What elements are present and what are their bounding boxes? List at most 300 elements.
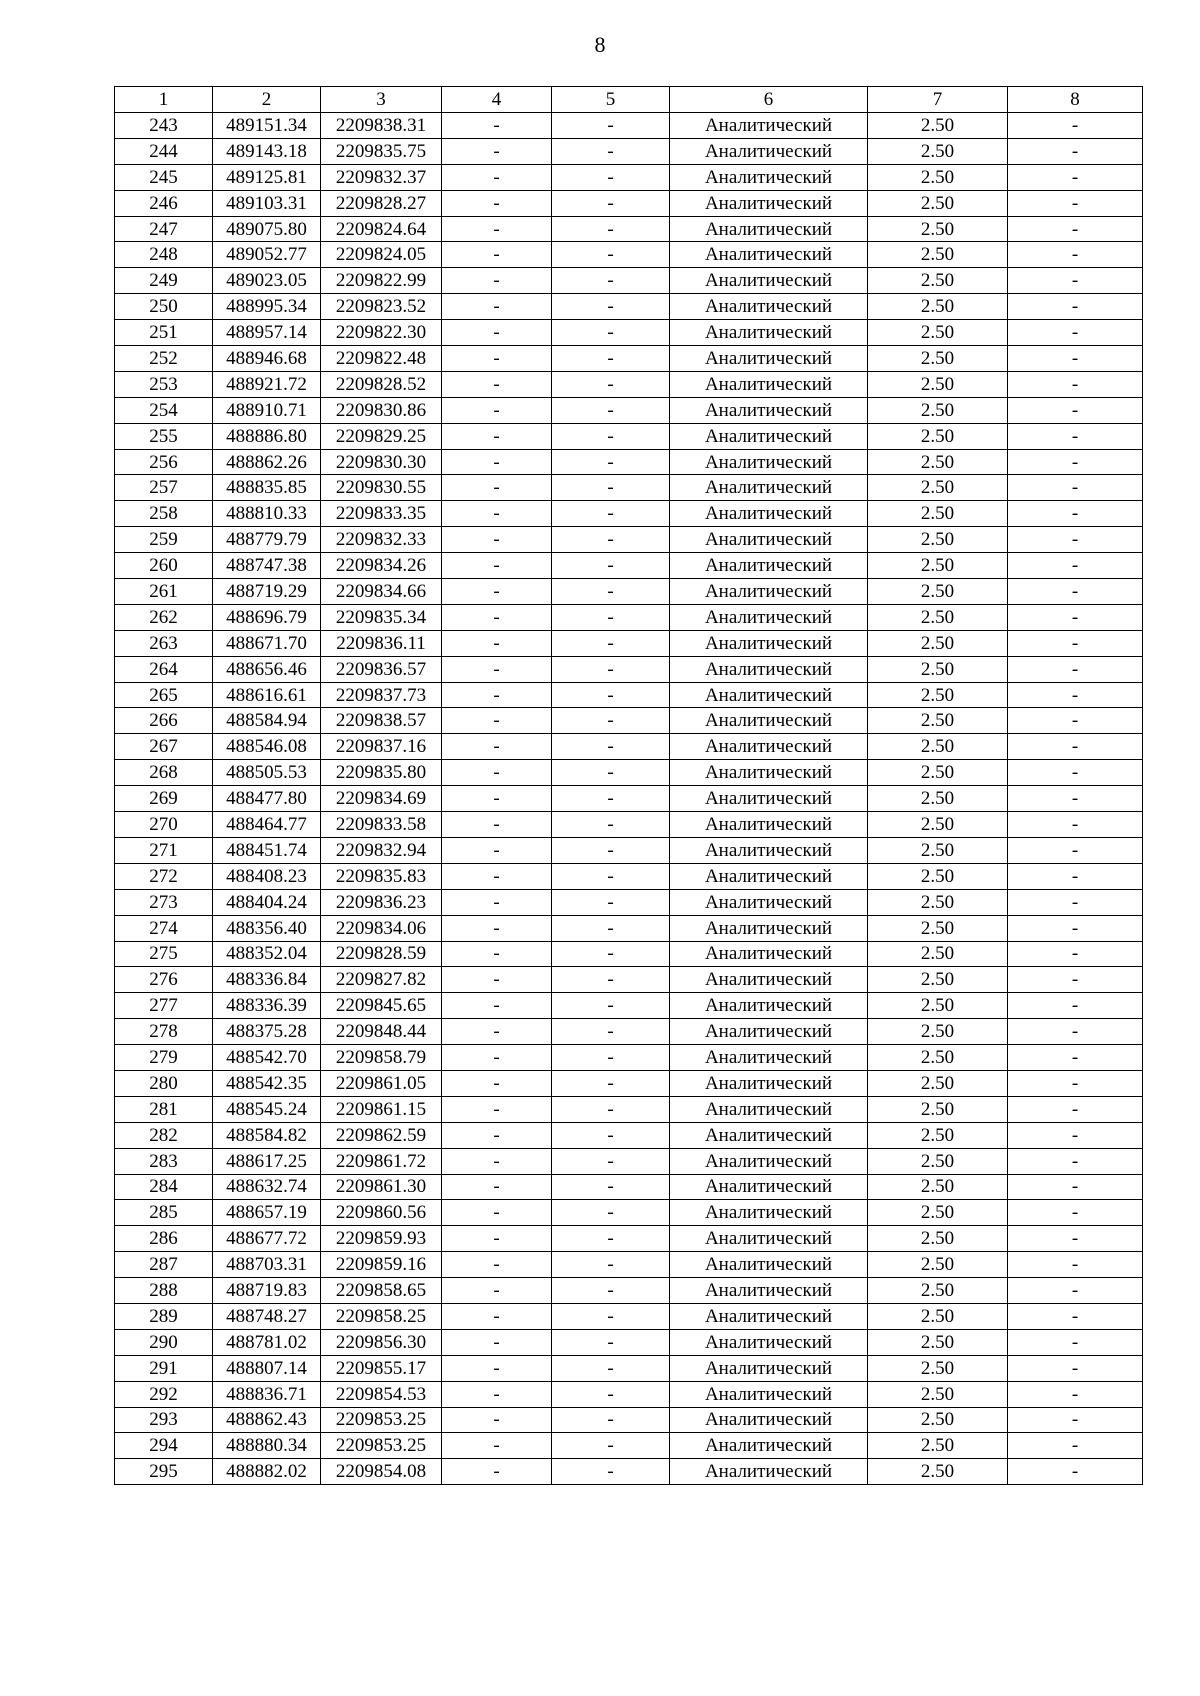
table-cell-col-8: - xyxy=(1008,1019,1143,1045)
table-row xyxy=(115,138,1143,164)
table-cell-col-y: 2209858.65 xyxy=(321,1278,442,1304)
table-cell-col-8: - xyxy=(1008,1122,1143,1148)
table-cell-col-accuracy: 2.50 xyxy=(868,294,1008,320)
table-cell-col-accuracy: 2.50 xyxy=(868,113,1008,139)
table-cell-col-y: 2209822.30 xyxy=(321,320,442,346)
table-cell-col-number: 267 xyxy=(115,734,213,760)
table-cell-col-method: Аналитический xyxy=(670,294,868,320)
table-cell-col-method: Аналитический xyxy=(670,242,868,268)
table-cell-col-5: - xyxy=(552,1174,670,1200)
table-cell-col-4: - xyxy=(442,449,552,475)
table-row xyxy=(115,294,1143,320)
table-cell-col-method: Аналитический xyxy=(670,1148,868,1174)
table-cell-col-number: 244 xyxy=(115,138,213,164)
table-cell-col-4: - xyxy=(442,423,552,449)
table-row xyxy=(115,1303,1143,1329)
table-cell-col-accuracy: 2.50 xyxy=(868,1381,1008,1407)
table-cell-col-accuracy: 2.50 xyxy=(868,449,1008,475)
table-cell-col-y: 2209854.53 xyxy=(321,1381,442,1407)
table-cell-col-method: Аналитический xyxy=(670,579,868,605)
table-cell-col-accuracy: 2.50 xyxy=(868,889,1008,915)
table-cell-col-x: 488356.40 xyxy=(213,915,321,941)
table-cell-col-5: - xyxy=(552,1278,670,1304)
table-cell-col-number: 292 xyxy=(115,1381,213,1407)
table-cell-col-method: Аналитический xyxy=(670,708,868,734)
table-row xyxy=(115,1045,1143,1071)
table-cell-col-4: - xyxy=(442,889,552,915)
header-cell-col-method: 6 xyxy=(670,87,868,113)
table-cell-col-x: 488656.46 xyxy=(213,656,321,682)
table-cell-col-number: 259 xyxy=(115,527,213,553)
table-row xyxy=(115,1433,1143,1459)
table-cell-col-8: - xyxy=(1008,423,1143,449)
table-cell-col-8: - xyxy=(1008,630,1143,656)
table-cell-col-number: 255 xyxy=(115,423,213,449)
table-row xyxy=(115,371,1143,397)
table-cell-col-method: Аналитический xyxy=(670,630,868,656)
table-cell-col-x: 488464.77 xyxy=(213,812,321,838)
table-cell-col-method: Аналитический xyxy=(670,993,868,1019)
table-cell-col-method: Аналитический xyxy=(670,190,868,216)
table-cell-col-method: Аналитический xyxy=(670,1226,868,1252)
table-cell-col-4: - xyxy=(442,1381,552,1407)
table-cell-col-5: - xyxy=(552,1070,670,1096)
table-cell-col-8: - xyxy=(1008,1433,1143,1459)
table-cell-col-accuracy: 2.50 xyxy=(868,630,1008,656)
table-cell-col-4: - xyxy=(442,760,552,786)
table-row xyxy=(115,734,1143,760)
table-cell-col-number: 251 xyxy=(115,320,213,346)
table-cell-col-8: - xyxy=(1008,579,1143,605)
table-cell-col-8: - xyxy=(1008,113,1143,139)
header-cell-col-accuracy: 7 xyxy=(868,87,1008,113)
table-row xyxy=(115,760,1143,786)
table-cell-col-8: - xyxy=(1008,320,1143,346)
table-cell-col-8: - xyxy=(1008,786,1143,812)
table-cell-col-5: - xyxy=(552,1122,670,1148)
table-cell-col-method: Аналитический xyxy=(670,371,868,397)
table-cell-col-y: 2209836.23 xyxy=(321,889,442,915)
table-cell-col-5: - xyxy=(552,501,670,527)
table-cell-col-method: Аналитический xyxy=(670,915,868,941)
table-cell-col-number: 264 xyxy=(115,656,213,682)
table-cell-col-method: Аналитический xyxy=(670,1381,868,1407)
table-cell-col-x: 488375.28 xyxy=(213,1019,321,1045)
table-cell-col-y: 2209834.66 xyxy=(321,579,442,605)
table-cell-col-y: 2209838.31 xyxy=(321,113,442,139)
table-cell-col-accuracy: 2.50 xyxy=(868,734,1008,760)
table-cell-col-4: - xyxy=(442,501,552,527)
table-cell-col-accuracy: 2.50 xyxy=(868,1148,1008,1174)
table-cell-col-5: - xyxy=(552,475,670,501)
table-cell-col-5: - xyxy=(552,346,670,372)
table-cell-col-5: - xyxy=(552,164,670,190)
table-cell-col-number: 289 xyxy=(115,1303,213,1329)
table-cell-col-method: Аналитический xyxy=(670,837,868,863)
table-row xyxy=(115,1278,1143,1304)
table-cell-col-8: - xyxy=(1008,1278,1143,1304)
table-cell-col-y: 2209836.11 xyxy=(321,630,442,656)
table-cell-col-5: - xyxy=(552,863,670,889)
table-cell-col-method: Аналитический xyxy=(670,397,868,423)
table-cell-col-number: 285 xyxy=(115,1200,213,1226)
table-cell-col-4: - xyxy=(442,656,552,682)
table-cell-col-5: - xyxy=(552,812,670,838)
table-cell-col-method: Аналитический xyxy=(670,346,868,372)
table-cell-col-8: - xyxy=(1008,294,1143,320)
table-cell-col-x: 488747.38 xyxy=(213,553,321,579)
table-row xyxy=(115,553,1143,579)
table-cell-col-5: - xyxy=(552,371,670,397)
table-cell-col-5: - xyxy=(552,1329,670,1355)
table-cell-col-number: 284 xyxy=(115,1174,213,1200)
table-cell-col-8: - xyxy=(1008,656,1143,682)
table-cell-col-x: 488545.24 xyxy=(213,1096,321,1122)
table-cell-col-number: 272 xyxy=(115,863,213,889)
table-cell-col-x: 488781.02 xyxy=(213,1329,321,1355)
table-cell-col-y: 2209859.16 xyxy=(321,1252,442,1278)
table-cell-col-5: - xyxy=(552,423,670,449)
table-cell-col-4: - xyxy=(442,1278,552,1304)
table-row xyxy=(115,656,1143,682)
table-cell-col-x: 488807.14 xyxy=(213,1355,321,1381)
table-cell-col-accuracy: 2.50 xyxy=(868,1096,1008,1122)
table-cell-col-5: - xyxy=(552,449,670,475)
table-cell-col-accuracy: 2.50 xyxy=(868,682,1008,708)
table-cell-col-8: - xyxy=(1008,501,1143,527)
table-cell-col-method: Аналитический xyxy=(670,268,868,294)
table-row xyxy=(115,889,1143,915)
table-cell-col-4: - xyxy=(442,1122,552,1148)
table-cell-col-x: 488352.04 xyxy=(213,941,321,967)
table-cell-col-number: 250 xyxy=(115,294,213,320)
table-cell-col-accuracy: 2.50 xyxy=(868,346,1008,372)
table-cell-col-8: - xyxy=(1008,812,1143,838)
table-cell-col-y: 2209837.16 xyxy=(321,734,442,760)
table-cell-col-4: - xyxy=(442,1459,552,1485)
table-row xyxy=(115,397,1143,423)
table-cell-col-8: - xyxy=(1008,1381,1143,1407)
table-cell-col-x: 489143.18 xyxy=(213,138,321,164)
table-cell-col-5: - xyxy=(552,656,670,682)
table-cell-col-method: Аналитический xyxy=(670,863,868,889)
table-cell-col-y: 2209859.93 xyxy=(321,1226,442,1252)
table-cell-col-x: 488810.33 xyxy=(213,501,321,527)
table-cell-col-number: 280 xyxy=(115,1070,213,1096)
table-row xyxy=(115,708,1143,734)
table-cell-col-x: 488779.79 xyxy=(213,527,321,553)
table-cell-col-number: 245 xyxy=(115,164,213,190)
table-cell-col-method: Аналитический xyxy=(670,682,868,708)
table-cell-col-number: 256 xyxy=(115,449,213,475)
table-cell-col-8: - xyxy=(1008,449,1143,475)
table-cell-col-method: Аналитический xyxy=(670,967,868,993)
table-cell-col-y: 2209824.64 xyxy=(321,216,442,242)
table-cell-col-method: Аналитический xyxy=(670,1459,868,1485)
table-cell-col-accuracy: 2.50 xyxy=(868,423,1008,449)
table-cell-col-x: 488336.39 xyxy=(213,993,321,1019)
table-cell-col-x: 488404.24 xyxy=(213,889,321,915)
table-cell-col-8: - xyxy=(1008,1174,1143,1200)
table-cell-col-y: 2209862.59 xyxy=(321,1122,442,1148)
table-cell-col-4: - xyxy=(442,967,552,993)
table-cell-col-4: - xyxy=(442,138,552,164)
table-row xyxy=(115,501,1143,527)
table-row xyxy=(115,1148,1143,1174)
table-cell-col-method: Аналитический xyxy=(670,1433,868,1459)
table-cell-col-number: 295 xyxy=(115,1459,213,1485)
table-cell-col-accuracy: 2.50 xyxy=(868,242,1008,268)
table-cell-col-4: - xyxy=(442,837,552,863)
table-cell-col-x: 488910.71 xyxy=(213,397,321,423)
table-cell-col-4: - xyxy=(442,164,552,190)
table-cell-col-4: - xyxy=(442,1355,552,1381)
table-cell-col-y: 2209835.75 xyxy=(321,138,442,164)
table-cell-col-4: - xyxy=(442,630,552,656)
table-cell-col-accuracy: 2.50 xyxy=(868,553,1008,579)
table-cell-col-8: - xyxy=(1008,1045,1143,1071)
table-cell-col-accuracy: 2.50 xyxy=(868,760,1008,786)
table-cell-col-method: Аналитический xyxy=(670,1278,868,1304)
table-cell-col-accuracy: 2.50 xyxy=(868,1407,1008,1433)
table-cell-col-4: - xyxy=(442,1252,552,1278)
table-cell-col-number: 279 xyxy=(115,1045,213,1071)
header-cell-col-x: 2 xyxy=(213,87,321,113)
table-cell-col-5: - xyxy=(552,708,670,734)
table-cell-col-method: Аналитический xyxy=(670,216,868,242)
table-row xyxy=(115,190,1143,216)
table-cell-col-5: - xyxy=(552,1200,670,1226)
table-cell-col-x: 489125.81 xyxy=(213,164,321,190)
table-row xyxy=(115,242,1143,268)
table-cell-col-method: Аналитический xyxy=(670,1200,868,1226)
table-cell-col-y: 2209835.80 xyxy=(321,760,442,786)
table-cell-col-4: - xyxy=(442,268,552,294)
table-cell-col-5: - xyxy=(552,527,670,553)
table-cell-col-y: 2209856.30 xyxy=(321,1329,442,1355)
table-cell-col-5: - xyxy=(552,682,670,708)
table-cell-col-y: 2209834.26 xyxy=(321,553,442,579)
table-cell-col-number: 247 xyxy=(115,216,213,242)
table-cell-col-5: - xyxy=(552,579,670,605)
table-cell-col-number: 286 xyxy=(115,1226,213,1252)
table-cell-col-8: - xyxy=(1008,475,1143,501)
table-cell-col-5: - xyxy=(552,1381,670,1407)
table-cell-col-8: - xyxy=(1008,1329,1143,1355)
table-cell-col-x: 488703.31 xyxy=(213,1252,321,1278)
table-cell-col-5: - xyxy=(552,1148,670,1174)
table-cell-col-x: 488408.23 xyxy=(213,863,321,889)
table-row xyxy=(115,449,1143,475)
table-cell-col-y: 2209845.65 xyxy=(321,993,442,1019)
table-cell-col-4: - xyxy=(442,1329,552,1355)
table-cell-col-y: 2209861.30 xyxy=(321,1174,442,1200)
table-cell-col-method: Аналитический xyxy=(670,1329,868,1355)
table-cell-col-y: 2209829.25 xyxy=(321,423,442,449)
table-cell-col-x: 488632.74 xyxy=(213,1174,321,1200)
table-cell-col-4: - xyxy=(442,346,552,372)
table-cell-col-accuracy: 2.50 xyxy=(868,656,1008,682)
table-row xyxy=(115,320,1143,346)
table-cell-col-number: 277 xyxy=(115,993,213,1019)
table-cell-col-5: - xyxy=(552,553,670,579)
table-cell-col-accuracy: 2.50 xyxy=(868,501,1008,527)
table-cell-col-8: - xyxy=(1008,760,1143,786)
table-cell-col-5: - xyxy=(552,734,670,760)
table-cell-col-y: 2209828.52 xyxy=(321,371,442,397)
table-cell-col-5: - xyxy=(552,889,670,915)
table-cell-col-4: - xyxy=(442,1070,552,1096)
table-cell-col-number: 271 xyxy=(115,837,213,863)
table-row xyxy=(115,527,1143,553)
table-cell-col-number: 249 xyxy=(115,268,213,294)
table-cell-col-accuracy: 2.50 xyxy=(868,837,1008,863)
table-cell-col-8: - xyxy=(1008,371,1143,397)
header-cell-col-5: 5 xyxy=(552,87,670,113)
table-cell-col-8: - xyxy=(1008,863,1143,889)
table-cell-col-method: Аналитический xyxy=(670,760,868,786)
table-cell-col-5: - xyxy=(552,294,670,320)
table-cell-col-number: 275 xyxy=(115,941,213,967)
table-cell-col-number: 263 xyxy=(115,630,213,656)
table-cell-col-y: 2209853.25 xyxy=(321,1407,442,1433)
table-cell-col-8: - xyxy=(1008,1226,1143,1252)
table-cell-col-y: 2209838.57 xyxy=(321,708,442,734)
table-cell-col-x: 488546.08 xyxy=(213,734,321,760)
table-cell-col-8: - xyxy=(1008,941,1143,967)
table-cell-col-y: 2209860.56 xyxy=(321,1200,442,1226)
table-cell-col-8: - xyxy=(1008,1200,1143,1226)
table-cell-col-8: - xyxy=(1008,1148,1143,1174)
table-row xyxy=(115,346,1143,372)
table-cell-col-number: 246 xyxy=(115,190,213,216)
table-cell-col-4: - xyxy=(442,1303,552,1329)
table-cell-col-accuracy: 2.50 xyxy=(868,1122,1008,1148)
table-cell-col-method: Аналитический xyxy=(670,1174,868,1200)
table-cell-col-number: 276 xyxy=(115,967,213,993)
table-cell-col-y: 2209822.48 xyxy=(321,346,442,372)
table-cell-col-8: - xyxy=(1008,708,1143,734)
table-cell-col-number: 282 xyxy=(115,1122,213,1148)
table-cell-col-number: 269 xyxy=(115,786,213,812)
table-cell-col-x: 489023.05 xyxy=(213,268,321,294)
table-cell-col-number: 290 xyxy=(115,1329,213,1355)
table-cell-col-4: - xyxy=(442,1407,552,1433)
table-cell-col-8: - xyxy=(1008,138,1143,164)
table-cell-col-y: 2209861.15 xyxy=(321,1096,442,1122)
table-cell-col-method: Аналитический xyxy=(670,1096,868,1122)
table-cell-col-4: - xyxy=(442,682,552,708)
table-cell-col-4: - xyxy=(442,553,552,579)
table-cell-col-8: - xyxy=(1008,734,1143,760)
table-cell-col-method: Аналитический xyxy=(670,475,868,501)
table-cell-col-accuracy: 2.50 xyxy=(868,993,1008,1019)
table-cell-col-accuracy: 2.50 xyxy=(868,475,1008,501)
table-cell-col-accuracy: 2.50 xyxy=(868,164,1008,190)
table-cell-col-x: 488584.82 xyxy=(213,1122,321,1148)
table-cell-col-x: 488921.72 xyxy=(213,371,321,397)
table-cell-col-method: Аналитический xyxy=(670,656,868,682)
table-row xyxy=(115,1252,1143,1278)
table-cell-col-accuracy: 2.50 xyxy=(868,1433,1008,1459)
table-cell-col-number: 281 xyxy=(115,1096,213,1122)
table-cell-col-number: 257 xyxy=(115,475,213,501)
table-row xyxy=(115,475,1143,501)
table-cell-col-y: 2209830.30 xyxy=(321,449,442,475)
table-row xyxy=(115,863,1143,889)
table-cell-col-8: - xyxy=(1008,553,1143,579)
table-cell-col-5: - xyxy=(552,837,670,863)
table-cell-col-accuracy: 2.50 xyxy=(868,527,1008,553)
table-cell-col-x: 489103.31 xyxy=(213,190,321,216)
table-cell-col-x: 488616.61 xyxy=(213,682,321,708)
table-cell-col-8: - xyxy=(1008,397,1143,423)
header-cell-col-y: 3 xyxy=(321,87,442,113)
table-cell-col-x: 489151.34 xyxy=(213,113,321,139)
table-cell-col-accuracy: 2.50 xyxy=(868,1045,1008,1071)
table-cell-col-5: - xyxy=(552,760,670,786)
table-cell-col-y: 2209827.82 xyxy=(321,967,442,993)
table-cell-col-4: - xyxy=(442,190,552,216)
header-cell-col-8: 8 xyxy=(1008,87,1143,113)
table-cell-col-method: Аналитический xyxy=(670,941,868,967)
table-row xyxy=(115,1019,1143,1045)
table-cell-col-accuracy: 2.50 xyxy=(868,1019,1008,1045)
table-cell-col-8: - xyxy=(1008,190,1143,216)
header-cell-col-4: 4 xyxy=(442,87,552,113)
table-row xyxy=(115,915,1143,941)
table-row xyxy=(115,216,1143,242)
table-cell-col-number: 253 xyxy=(115,371,213,397)
table-cell-col-x: 488719.83 xyxy=(213,1278,321,1304)
table-cell-col-5: - xyxy=(552,242,670,268)
table-cell-col-method: Аналитический xyxy=(670,1122,868,1148)
page-number: 8 xyxy=(594,32,606,57)
table-cell-col-5: - xyxy=(552,993,670,1019)
table-cell-col-5: - xyxy=(552,1433,670,1459)
table-cell-col-4: - xyxy=(442,1019,552,1045)
table-cell-col-y: 2209848.44 xyxy=(321,1019,442,1045)
table-cell-col-x: 488336.84 xyxy=(213,967,321,993)
table-header-row xyxy=(115,87,1143,113)
table-cell-col-8: - xyxy=(1008,242,1143,268)
table-cell-col-number: 293 xyxy=(115,1407,213,1433)
table-row xyxy=(115,941,1143,967)
table-cell-col-x: 488719.29 xyxy=(213,579,321,605)
table-cell-col-y: 2209835.34 xyxy=(321,604,442,630)
table-cell-col-4: - xyxy=(442,397,552,423)
table-cell-col-x: 488505.53 xyxy=(213,760,321,786)
table-cell-col-method: Аналитический xyxy=(670,138,868,164)
table-cell-col-number: 274 xyxy=(115,915,213,941)
table-cell-col-4: - xyxy=(442,812,552,838)
table-row xyxy=(115,967,1143,993)
table-cell-col-8: - xyxy=(1008,993,1143,1019)
table-cell-col-number: 270 xyxy=(115,812,213,838)
table-cell-col-y: 2209837.73 xyxy=(321,682,442,708)
table-cell-col-y: 2209823.52 xyxy=(321,294,442,320)
table-cell-col-4: - xyxy=(442,1433,552,1459)
table-cell-col-8: - xyxy=(1008,682,1143,708)
table-cell-col-number: 278 xyxy=(115,1019,213,1045)
table-cell-col-y: 2209832.37 xyxy=(321,164,442,190)
coordinates-table xyxy=(114,86,1143,1485)
table-cell-col-number: 273 xyxy=(115,889,213,915)
table-cell-col-y: 2209824.05 xyxy=(321,242,442,268)
table-cell-col-number: 266 xyxy=(115,708,213,734)
table-cell-col-accuracy: 2.50 xyxy=(868,216,1008,242)
table-row xyxy=(115,1174,1143,1200)
